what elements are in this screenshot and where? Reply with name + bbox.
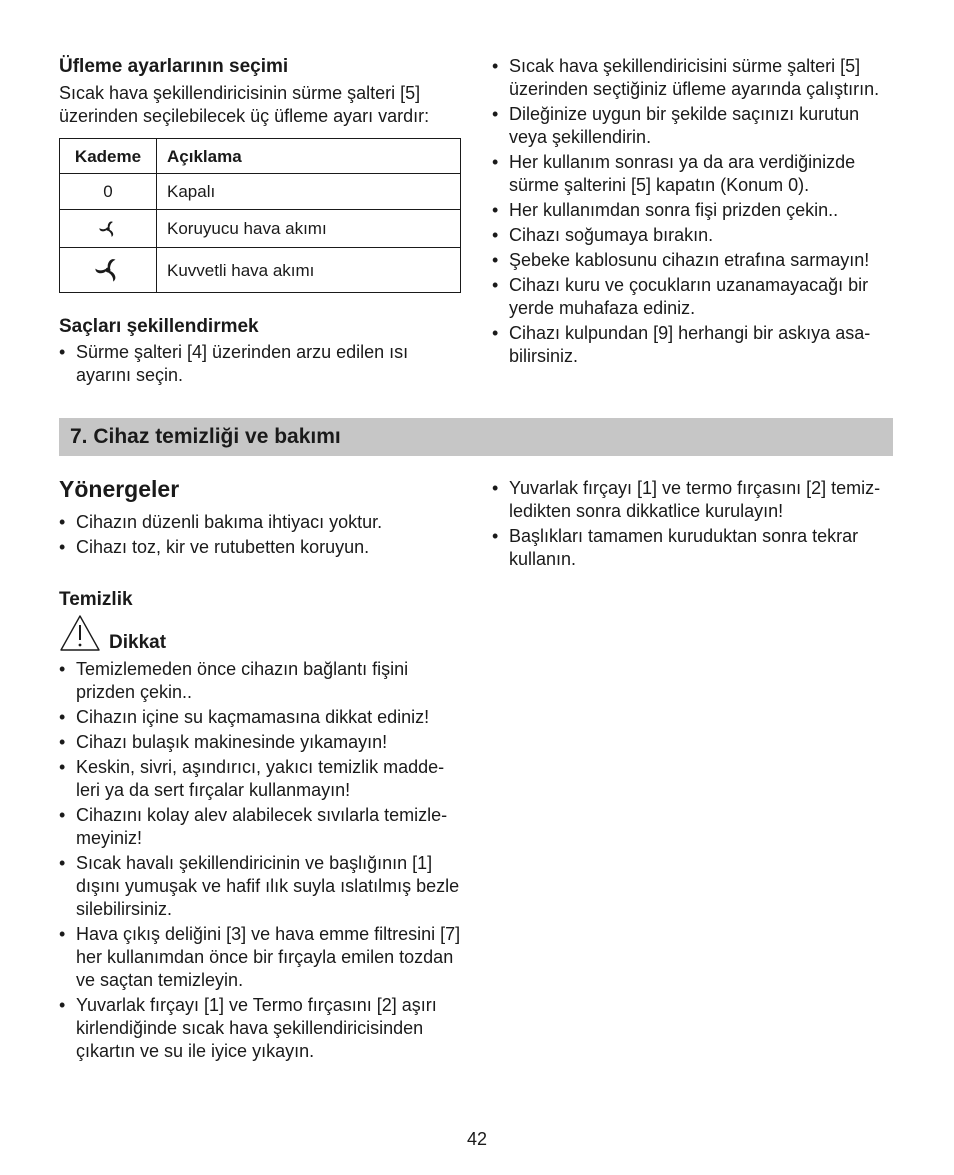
large-fan-icon — [93, 255, 123, 285]
warning-triangle-icon — [59, 614, 101, 652]
list-item: • Dileğinize uygun bir şekilde saçınızı kurutun veya şekillendirin. — [492, 103, 894, 149]
page-number: 42 — [466, 1129, 488, 1149]
setting-cell — [60, 210, 157, 248]
table-header-description: Açıklama — [157, 139, 461, 174]
list-item: • Cihazı kuru ve çocukların uzanamayacağı bir yerde muhafaza ediniz. — [492, 274, 894, 320]
table-row — [60, 210, 461, 248]
blow-settings-table — [59, 138, 461, 293]
description-cell: Kuvvetli hava akımı — [157, 248, 461, 293]
section-title: 7. Cihaz temizliği ve bakımı — [70, 425, 341, 448]
blow-settings-intro: Sıcak hava şekillendiricisinin sürme şalteri [5] üzerinden seçilebilecek üç üfleme ayarı vardır: — [59, 83, 430, 126]
styling-heading: Saçları şekillendirmek — [59, 316, 259, 337]
setting-cell — [60, 248, 157, 293]
usage-instructions — [492, 55, 894, 370]
styling-list — [59, 341, 461, 387]
list-item: • Yuvarlak fırçayı [1] ve Termo fırçasını [2] aşırı kirlendiğinde sıcak hava şekillendiricisinden çıkartın ve su ile iyice yıkayın. — [59, 994, 461, 1063]
cleaning-list — [59, 658, 461, 1063]
list-item: • Sıcak havalı şekillendiricinin ve başlığının [1] dışını yumuşak ve hafif ılık suyla ıslatılmış bezle silebilirsiniz. — [59, 852, 461, 921]
list-item: • Cihazı toz, kir ve rutubetten koruyun. — [59, 536, 461, 559]
list-item: • Cihazın içine su kaçmamasına dikkat ediniz! — [59, 706, 461, 729]
section-heading-band — [59, 418, 893, 456]
list-item: • Her kullanım sonrası ya da ara verdiğinizde sürme şalterini [5] kapatın (Konum 0). — [492, 151, 894, 197]
blow-settings-section — [59, 55, 461, 389]
list-item: • Sıcak hava şekillendiricisini sürme şalteri [5] üzerinden seçtiğiniz üfleme ayarında çalıştırın. — [492, 55, 894, 101]
guidelines-list — [59, 511, 461, 559]
table-header-setting: Kademe — [60, 139, 157, 174]
guidelines-section — [59, 475, 461, 1065]
brush-care-section — [492, 477, 894, 573]
list-item: • Başlıkları tamamen kuruduktan sonra tekrar kullanın. — [492, 525, 894, 571]
list-item: • Şebeke kablosunu cihazın etrafına sarmayın! — [492, 249, 894, 272]
list-item: • Yuvarlak fırçayı [1] ve termo fırçasını [2] temiz-ledikten sonra dikkatlice kurulayın! — [492, 477, 894, 523]
list-item: • Cihazı soğumaya bırakın. — [492, 224, 894, 247]
list-item: • Cihazı kulpundan [9] herhangi bir askıya asa-bilirsiniz. — [492, 322, 894, 368]
description-cell: Koruyucu hava akımı — [157, 210, 461, 248]
setting-cell: 0 — [60, 174, 157, 210]
list-item: • Cihazını kolay alev alabilecek sıvılarla temizle-meyiniz! — [59, 804, 461, 850]
table-row — [60, 174, 461, 210]
table-header-row — [60, 139, 461, 174]
blow-settings-heading: Üfleme ayarlarının seçimi — [59, 56, 289, 77]
usage-list — [492, 55, 894, 368]
list-item: • Temizlemeden önce cihazın bağlantı fişini prizden çekin.. — [59, 658, 461, 704]
list-item: • Keskin, sivri, aşındırıcı, yakıcı temizlik madde-leri ya da sert fırçalar kullanmayın! — [59, 756, 461, 802]
list-item: • Hava çıkış deliğini [3] ve hava emme filtresini [7] her kullanımdan önce bir fırçayla emilen tozdan ve saçtan temizleyin. — [59, 923, 461, 992]
small-fan-icon — [97, 218, 119, 240]
warning-label: Dikkat — [109, 632, 167, 653]
guidelines-heading: Yönergeler — [59, 476, 180, 502]
cleaning-heading: Temizlik — [59, 589, 133, 610]
list-item: • Her kullanımdan sonra fişi prizden çekin.. — [492, 199, 894, 222]
list-item: • Sürme şalteri [4] üzerinden arzu edilen ısı ayarını seçin. — [59, 341, 461, 387]
table-row — [60, 248, 461, 293]
list-item: • Cihazın düzenli bakıma ihtiyacı yoktur. — [59, 511, 461, 534]
warning-block — [59, 614, 461, 658]
list-item: • Cihazı bulaşık makinesinde yıkamayın! — [59, 731, 461, 754]
brush-care-list — [492, 477, 894, 571]
description-cell: Kapalı — [157, 174, 461, 210]
